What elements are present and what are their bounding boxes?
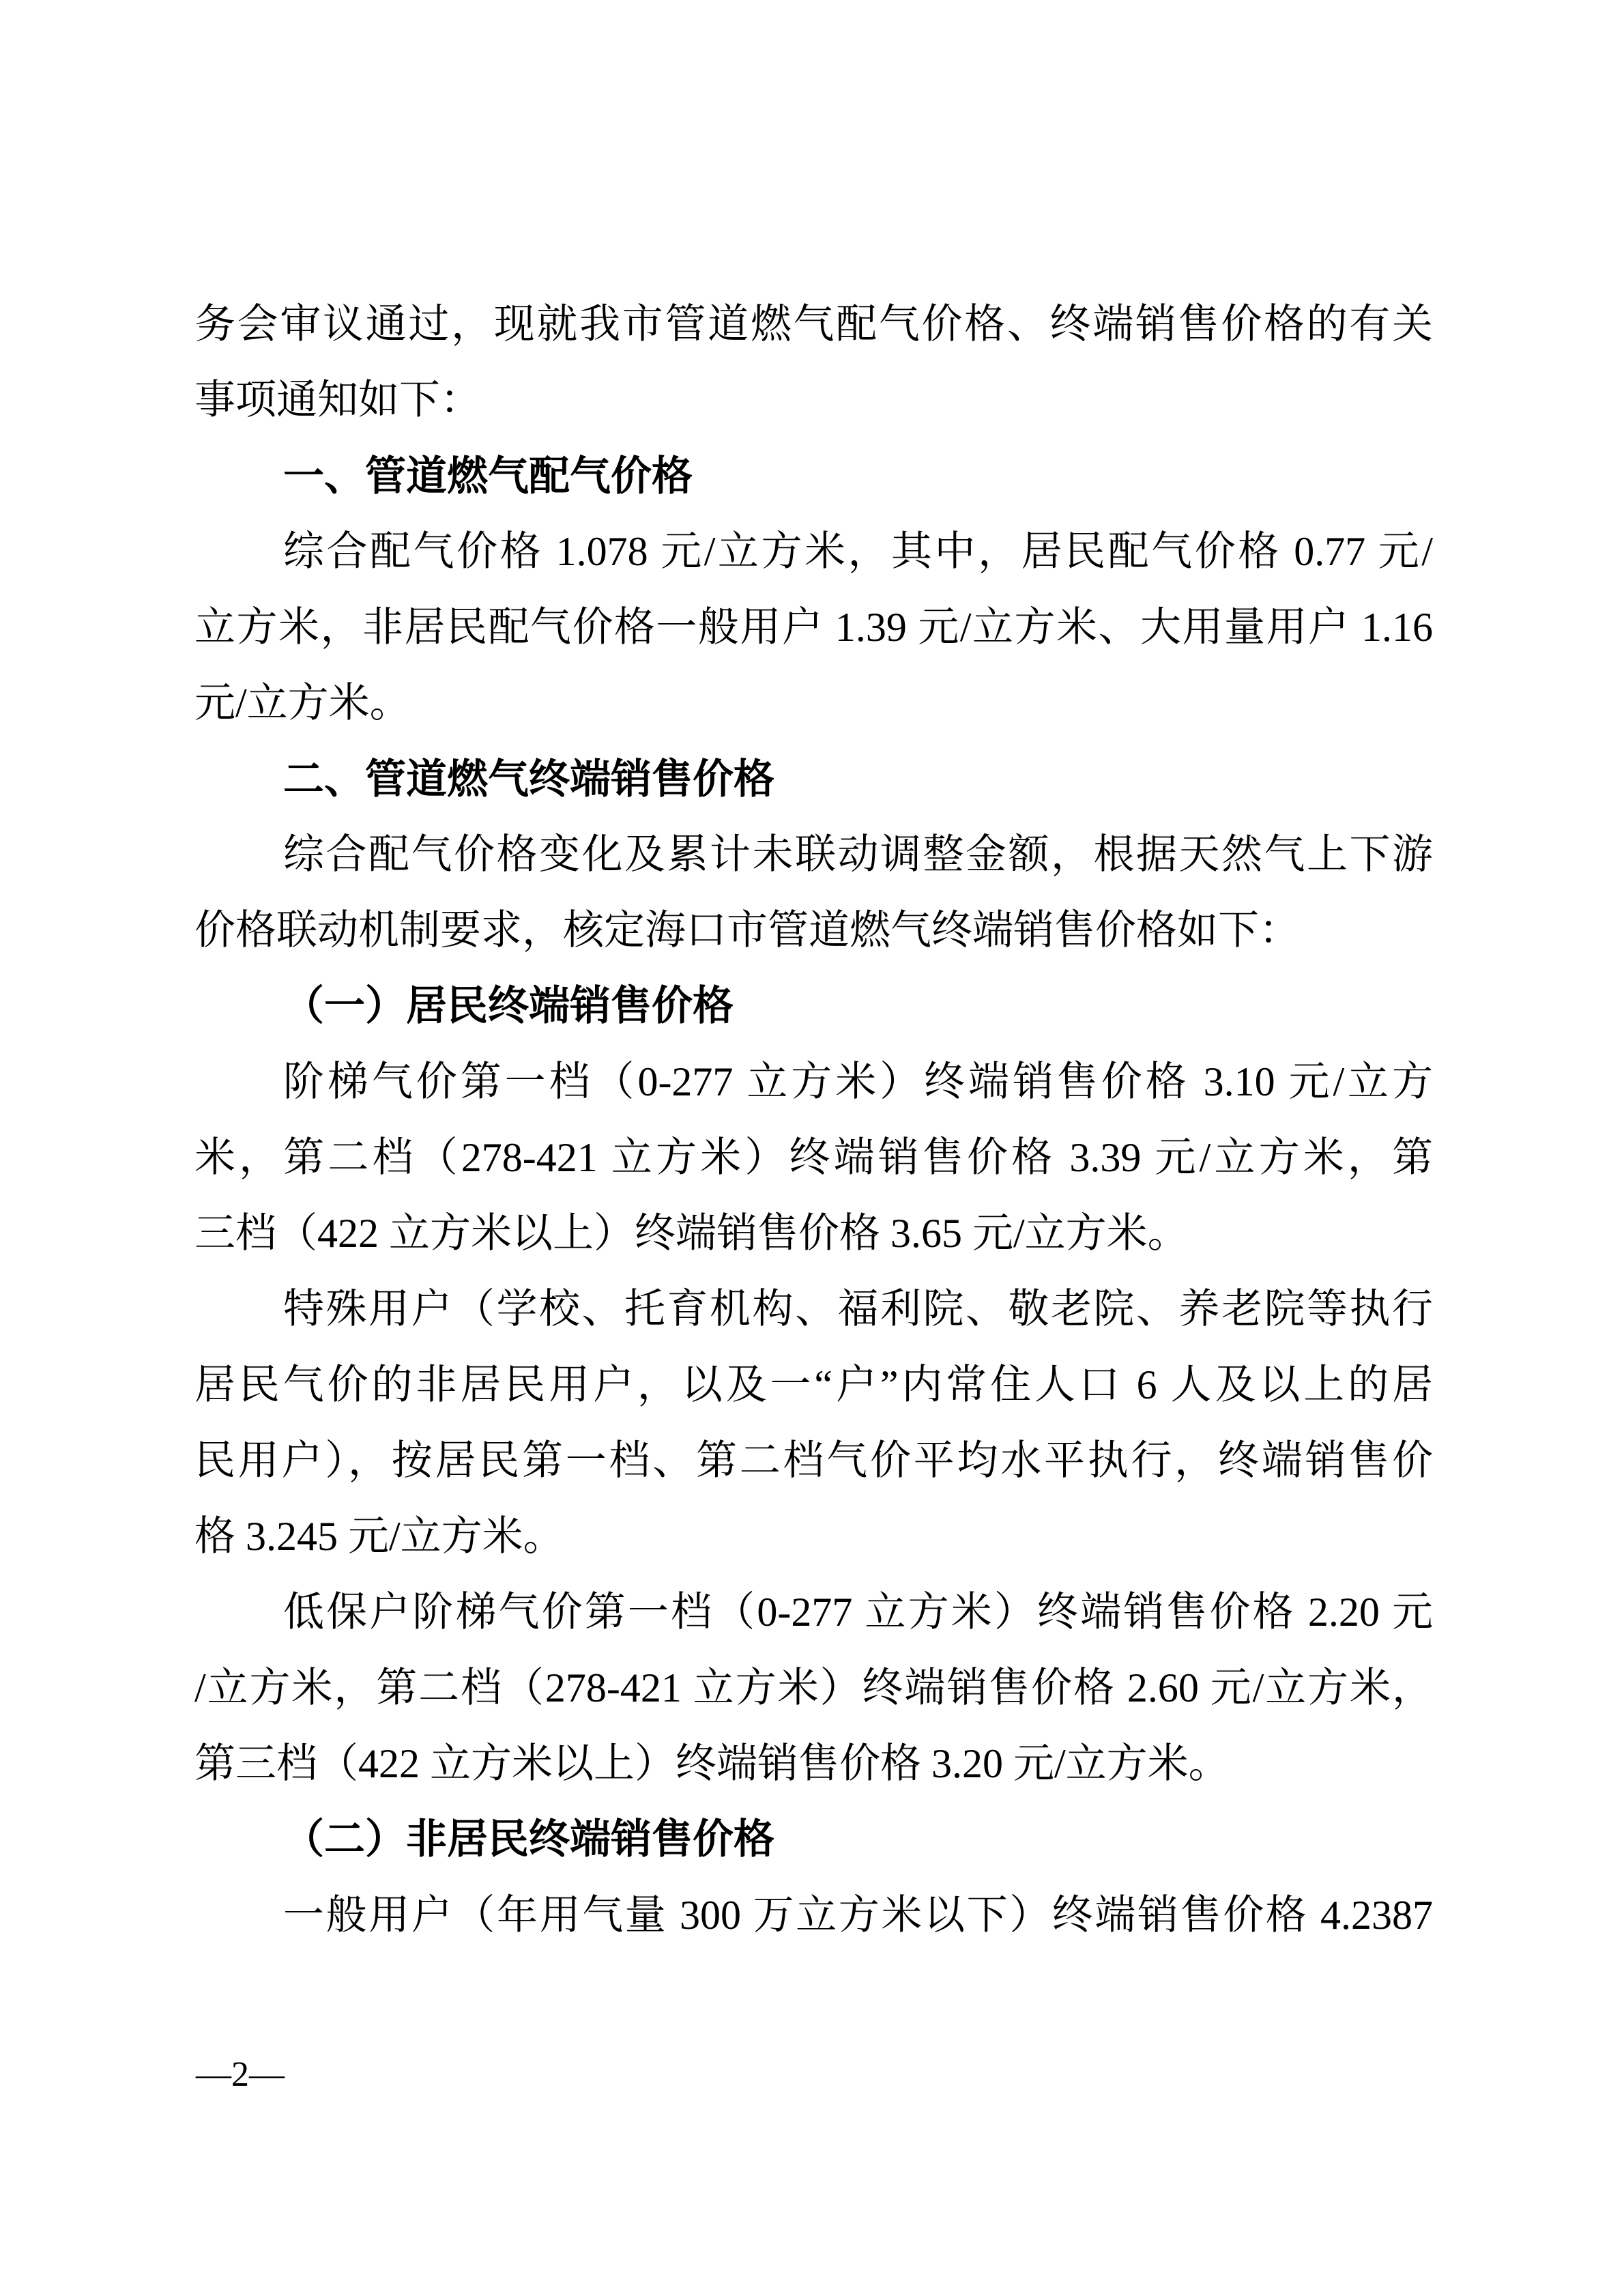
- paragraph: [194, 1044, 1433, 1272]
- text-line: 立方米，非居民配气价格一般用户 1.39 元/立方米、大用量用户 1.16: [194, 605, 1433, 650]
- text-line: 务会审议通过，现就我市管道燃气配气价格、终端销售价格的有关: [194, 302, 1433, 347]
- document-content: [194, 287, 1433, 1953]
- text-line: 阶梯气价第一档（0-277 立方米）终端销售价格 3.10 元/立方: [283, 1059, 1433, 1104]
- heading1: [194, 741, 1433, 817]
- paragraph: [194, 287, 1433, 438]
- text-line: 一般用户（年用气量 300 万立方米以下）终端销售价格 4.2387: [283, 1893, 1433, 1938]
- text-line: 二、管道燃气终端销售价格: [283, 756, 774, 802]
- heading1: [194, 438, 1433, 514]
- text-line: 第三档（422 立方米以上）终端销售价格 3.20 元/立方米。: [194, 1741, 1230, 1786]
- text-line: 事项通知如下：: [194, 377, 481, 422]
- text-line: 综合配气价格 1.078 元/立方米，其中，居民配气价格 0.77 元/: [283, 529, 1433, 574]
- text-line: 元/立方米。: [194, 680, 411, 726]
- text-line: 格 3.245 元/立方米。: [194, 1514, 564, 1559]
- text-line: /立方米，第二档（278-421 立方米）终端销售价格 2.60 元/立方米，: [194, 1665, 1433, 1710]
- paragraph: [194, 514, 1433, 741]
- heading2: [194, 968, 1433, 1044]
- text-line: 低保户阶梯气价第一档（0-277 立方米）终端销售价格 2.20 元: [283, 1590, 1433, 1635]
- text-line: 综合配气价格变化及累计未联动调整金额，根据天然气上下游: [283, 832, 1433, 877]
- page-footer: [196, 2054, 285, 2095]
- text-line: 一、管道燃气配气价格: [283, 453, 693, 499]
- text-line: （二）非居民终端销售价格: [283, 1817, 774, 1862]
- page-number: —2—: [196, 2055, 285, 2094]
- paragraph: [194, 817, 1433, 968]
- text-line: 米，第二档（278-421 立方米）终端销售价格 3.39 元/立方米，第: [194, 1135, 1433, 1180]
- text-line: 民用户），按居民第一档、第二档气价平均水平执行，终端销售价: [194, 1438, 1433, 1483]
- paragraph: [194, 1272, 1433, 1575]
- text-line: 居民气价的非居民用户，以及一“户”内常住人口 6 人及以上的居: [194, 1362, 1433, 1407]
- heading2: [194, 1802, 1433, 1878]
- paragraph: [194, 1575, 1433, 1802]
- text-line: 价格联动机制要求，核定海口市管道燃气终端销售价格如下：: [194, 908, 1300, 953]
- text-line: 三档（422 立方米以上）终端销售价格 3.65 元/立方米。: [194, 1211, 1189, 1256]
- text-line: 特殊用户（学校、托育机构、福利院、敬老院、养老院等执行: [283, 1287, 1433, 1332]
- paragraph: [194, 1878, 1433, 1953]
- text-line: （一）居民终端销售价格: [283, 984, 734, 1029]
